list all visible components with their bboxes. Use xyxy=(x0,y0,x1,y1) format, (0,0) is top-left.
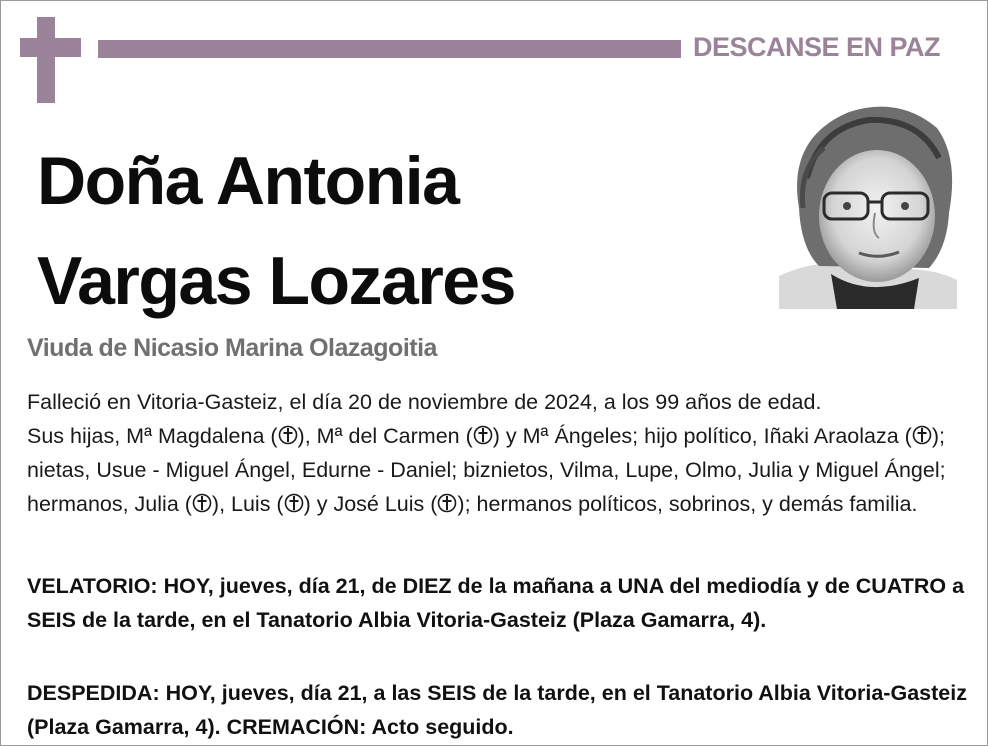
header-label: DESCANSE EN PAZ xyxy=(693,32,941,62)
family-text-part: ), Luis ( xyxy=(211,492,284,516)
name-line-1: Doña Antonia xyxy=(37,143,459,219)
family-text-part: ); hermanos políticos, sobrinos, y demás familia. xyxy=(457,492,918,516)
cross-icon-vertical xyxy=(37,17,55,103)
farewell-details: DESPEDIDA: HOY, jueves, día 21, a las SEIS de la tarde, en el Tanatorio Albia Vitoria-Gasteiz (Plaza Gamarra, 4). CREMACIÓN: Acto seguido. xyxy=(27,681,967,739)
wake-details: VELATORIO: HOY, jueves, día 21, de DIEZ de la mañana a UNA del mediodía y de CUATRO a SEIS de la tarde, en el Tanatorio Albia Vitoria-Gasteiz (Plaza Gamarra, 4). xyxy=(27,574,965,632)
circled-cross-icon xyxy=(284,491,304,515)
family-text-part: ), Mª del Carmen ( xyxy=(297,424,473,448)
family-text-part: ) y Mª Ángeles; hijo político, Iñaki Araolaza ( xyxy=(492,424,912,448)
circled-cross-icon xyxy=(437,491,457,515)
circled-cross-icon xyxy=(473,423,493,447)
deceased-name xyxy=(37,131,767,331)
widow-of-subtitle: Viuda de Nicasio Marina Olazagoitia xyxy=(27,334,437,362)
family-text xyxy=(27,419,972,521)
header-bar xyxy=(98,40,681,58)
portrait-photo xyxy=(779,98,957,309)
family-text-part: ); nietas, Usue - Miguel Ángel, Edurne - Daniel; biznietos, Vilma, Lupe, Olmo, Julia y Miguel Ángel; hermanos, Julia ( xyxy=(27,424,946,516)
circled-cross-icon xyxy=(192,491,212,515)
circled-cross-icon xyxy=(278,423,298,447)
circled-cross-icon xyxy=(912,423,932,447)
family-text-part: ) y José Luis ( xyxy=(303,492,438,516)
death-notice-text: Falleció en Vitoria-Gasteiz, el día 20 de noviembre de 2024, a los 99 años de edad. xyxy=(27,390,822,414)
name-line-2: Vargas Lozares xyxy=(37,243,515,319)
notice-body xyxy=(27,385,972,521)
portrait-illustration xyxy=(779,98,957,309)
family-text-part: Sus hijas, Mª Magdalena ( xyxy=(27,424,278,448)
cross-icon-horizontal xyxy=(20,38,81,57)
